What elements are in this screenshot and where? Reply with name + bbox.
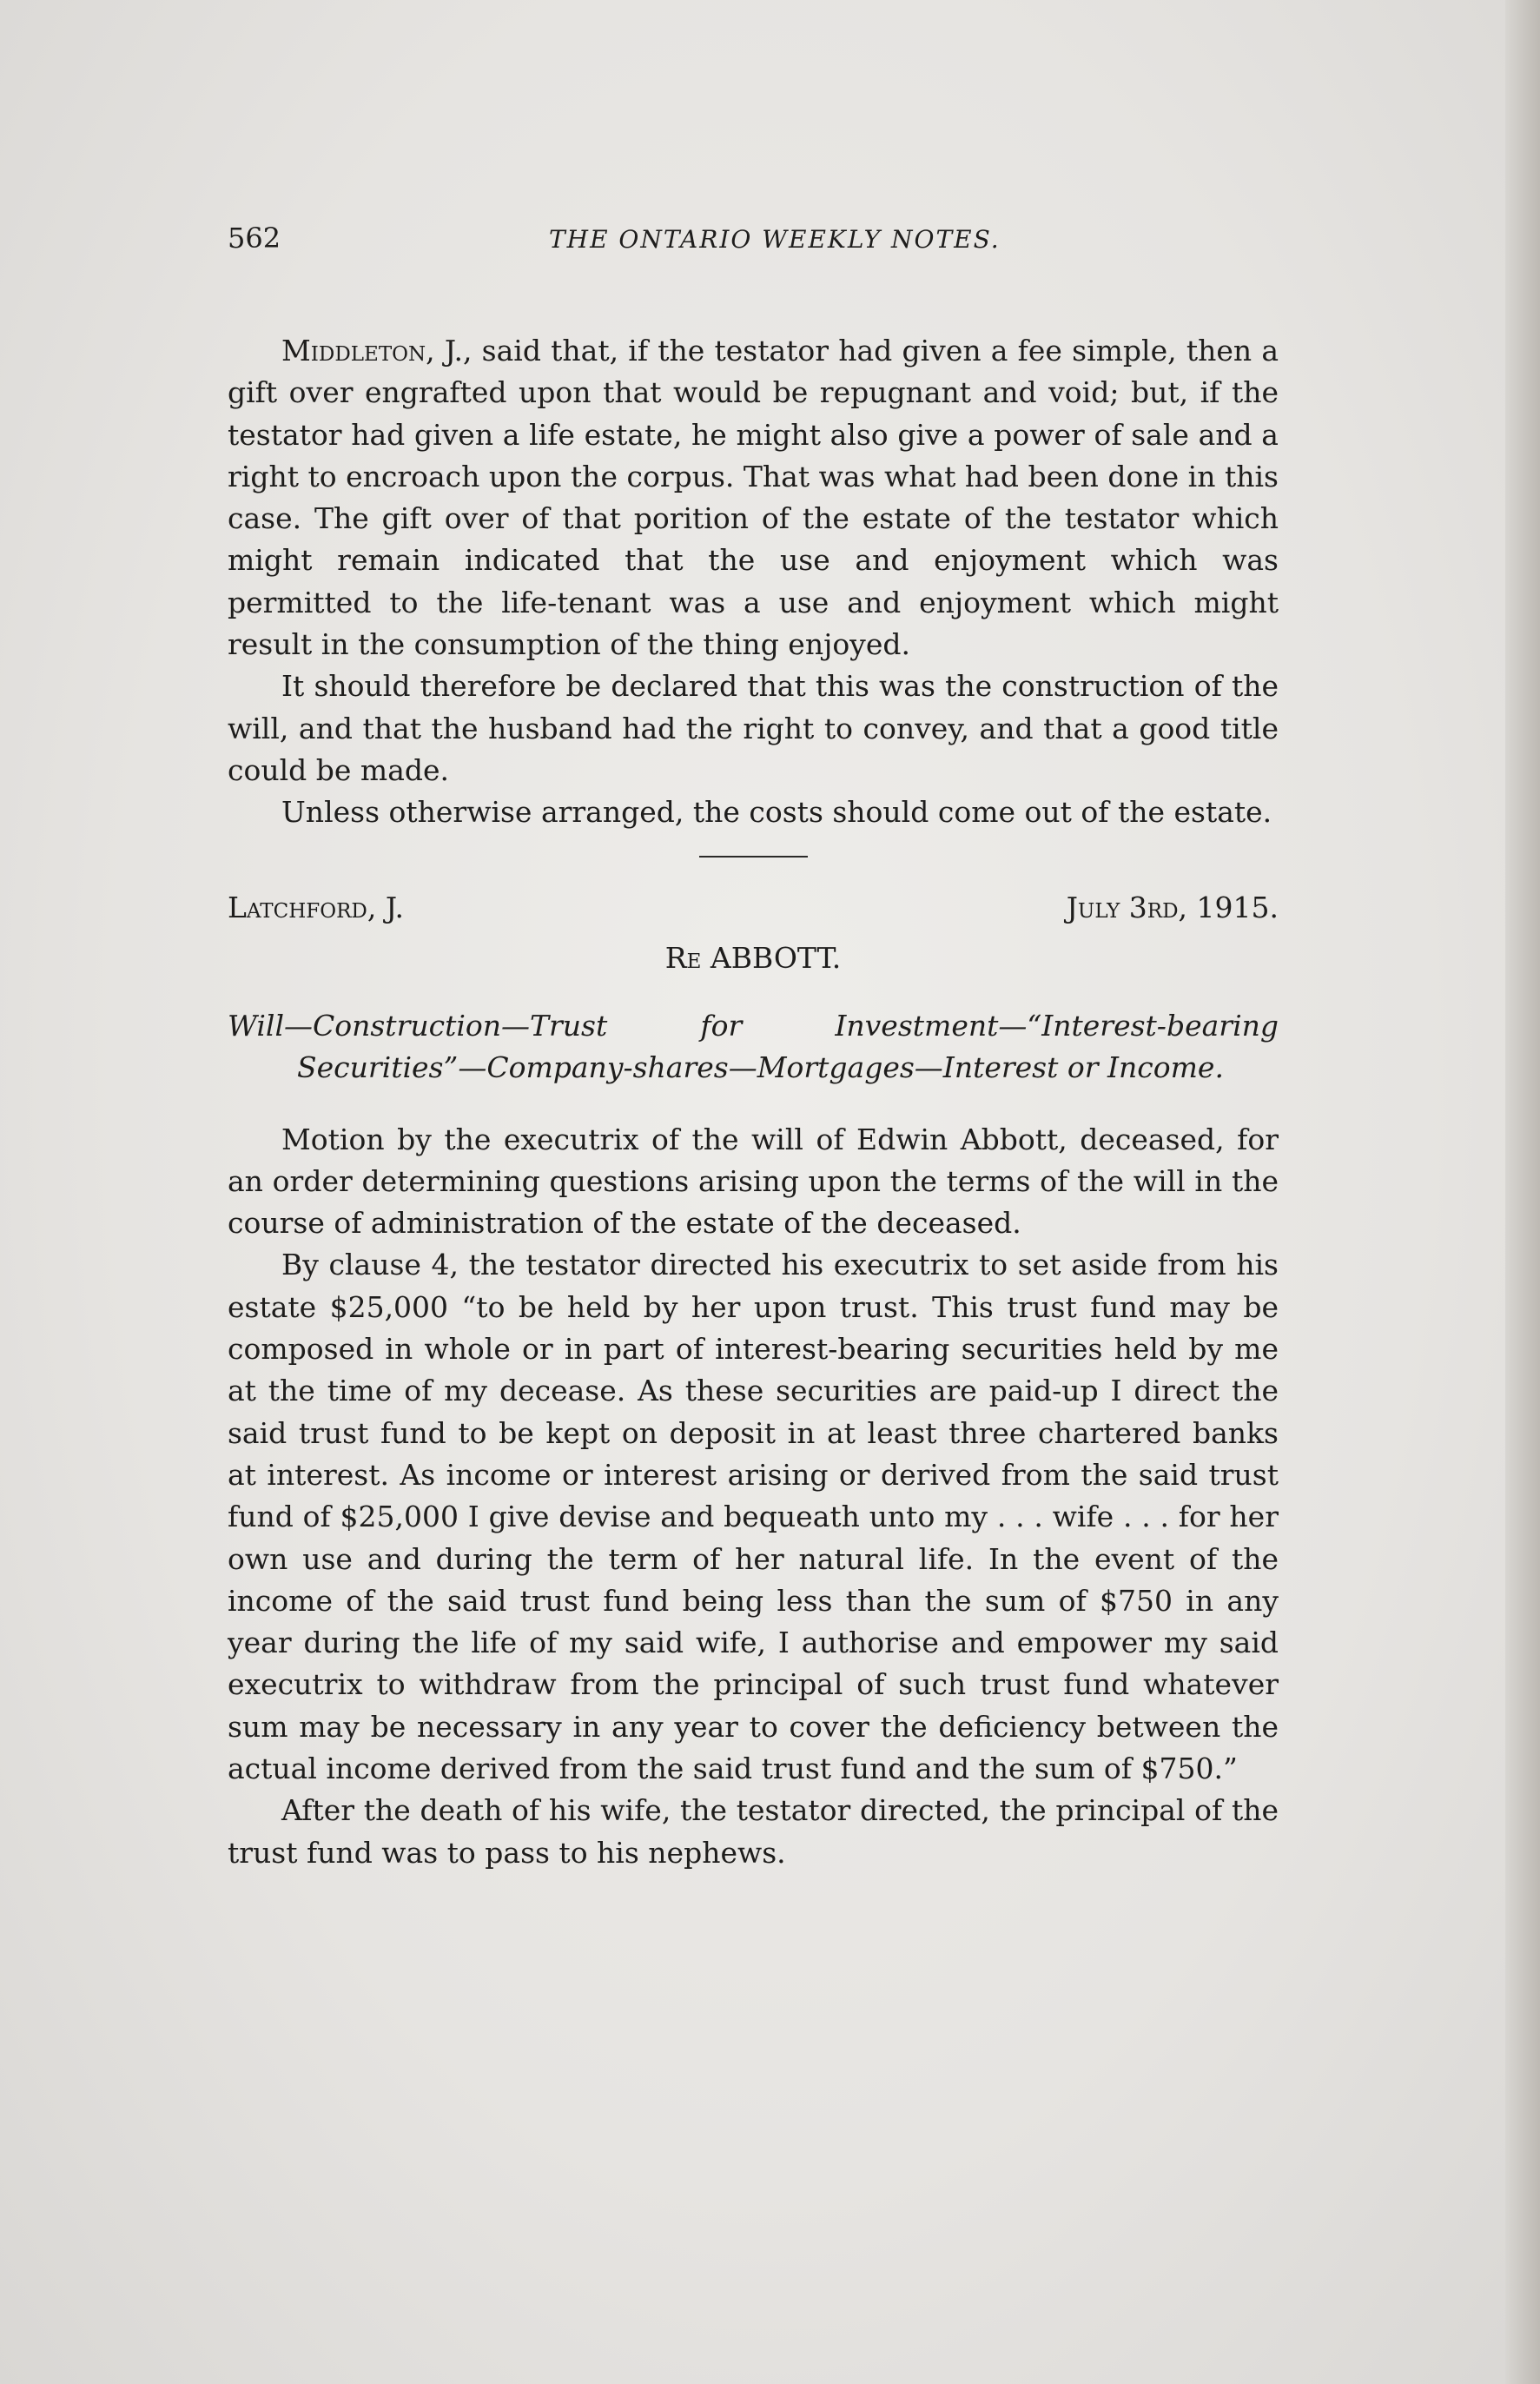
paragraph-text: , said that, if the testator had given a fee simple, then a gift over engrafted upon that would be repugnant and void; but, if the testator had given a life estate, he might also give a power of sale and a right to encroach upon the corpus. That was what had been done in this case. The gift over of that porition of the estate of the testator which might remain indicated that the use and enjoyment which was permitted to the life-tenant was a use and enjoyment which might result in the consumption of the thing enjoyed. <box>228 334 1279 662</box>
paragraph-costs: Unless otherwise arranged, the costs should come out of the estate. <box>281 795 1272 830</box>
case-judge-line <box>228 887 1279 929</box>
text-column <box>228 222 1279 1874</box>
paragraph-after-death: After the death of his wife, the testator directed, the principal of the trust fund was to pass to his nephews. <box>228 1793 1279 1870</box>
case-title-prefix: Re <box>664 940 702 975</box>
judge-name-middleton: Middleton, J. <box>281 334 463 368</box>
paragraph-motion: Motion by the executrix of the will of Edwin Abbott, deceased, for an order determining questions arising upon the terms of the will in the course of administration of the estate of the deceased. <box>228 1122 1279 1241</box>
paragraph-clause-4: By clause 4, the testator directed his executrix to set aside from his estate $25,000 “to be held by her upon trust. This trust fund may be composed in whole or in part of interest-bearing securities held by me at the time of my decease. As these securities are paid-up I direct the said trust fund to be kept on deposit in at least three chartered banks at interest. As income or interest arising or derived from the said trust fund of $25,000 I give devise and bequeath unto my . . . wife . . . for her own use and during the term of her natural life. In the event of the income of the said trust fund being less than the sum of $750 in any year during the life of my said wife, I authorise and empower my said executrix to withdraw from the principal of such trust fund whatever sum may be necessary in any year to cover the deficiency between the actual income derived from the said trust fund and the sum of $750.” <box>228 1248 1279 1786</box>
page-number: 562 <box>228 222 281 255</box>
case-title <box>228 937 1279 979</box>
page-header <box>228 222 1279 274</box>
section-divider <box>699 856 808 858</box>
judgment-date: July 3rd, 1915. <box>1066 890 1279 924</box>
judge-name: Latchford, J. <box>228 890 404 924</box>
running-head: THE ONTARIO WEEKLY NOTES. <box>549 225 1001 254</box>
paragraph-declaration: It should therefore be declared that this was the construction of the will, and that the husband had the right to convey, and that a good title could be made. <box>228 669 1279 787</box>
page-gutter-shadow <box>1505 0 1540 2384</box>
case-title-name: ABBOTT. <box>710 940 842 975</box>
case-headnote: Will—Construction—Trust for Investment—“Interest-bearing Securities”—Company-shares—Mortgages—Interest or Income. <box>228 1008 1279 1084</box>
paragraph-middleton <box>228 330 1279 666</box>
